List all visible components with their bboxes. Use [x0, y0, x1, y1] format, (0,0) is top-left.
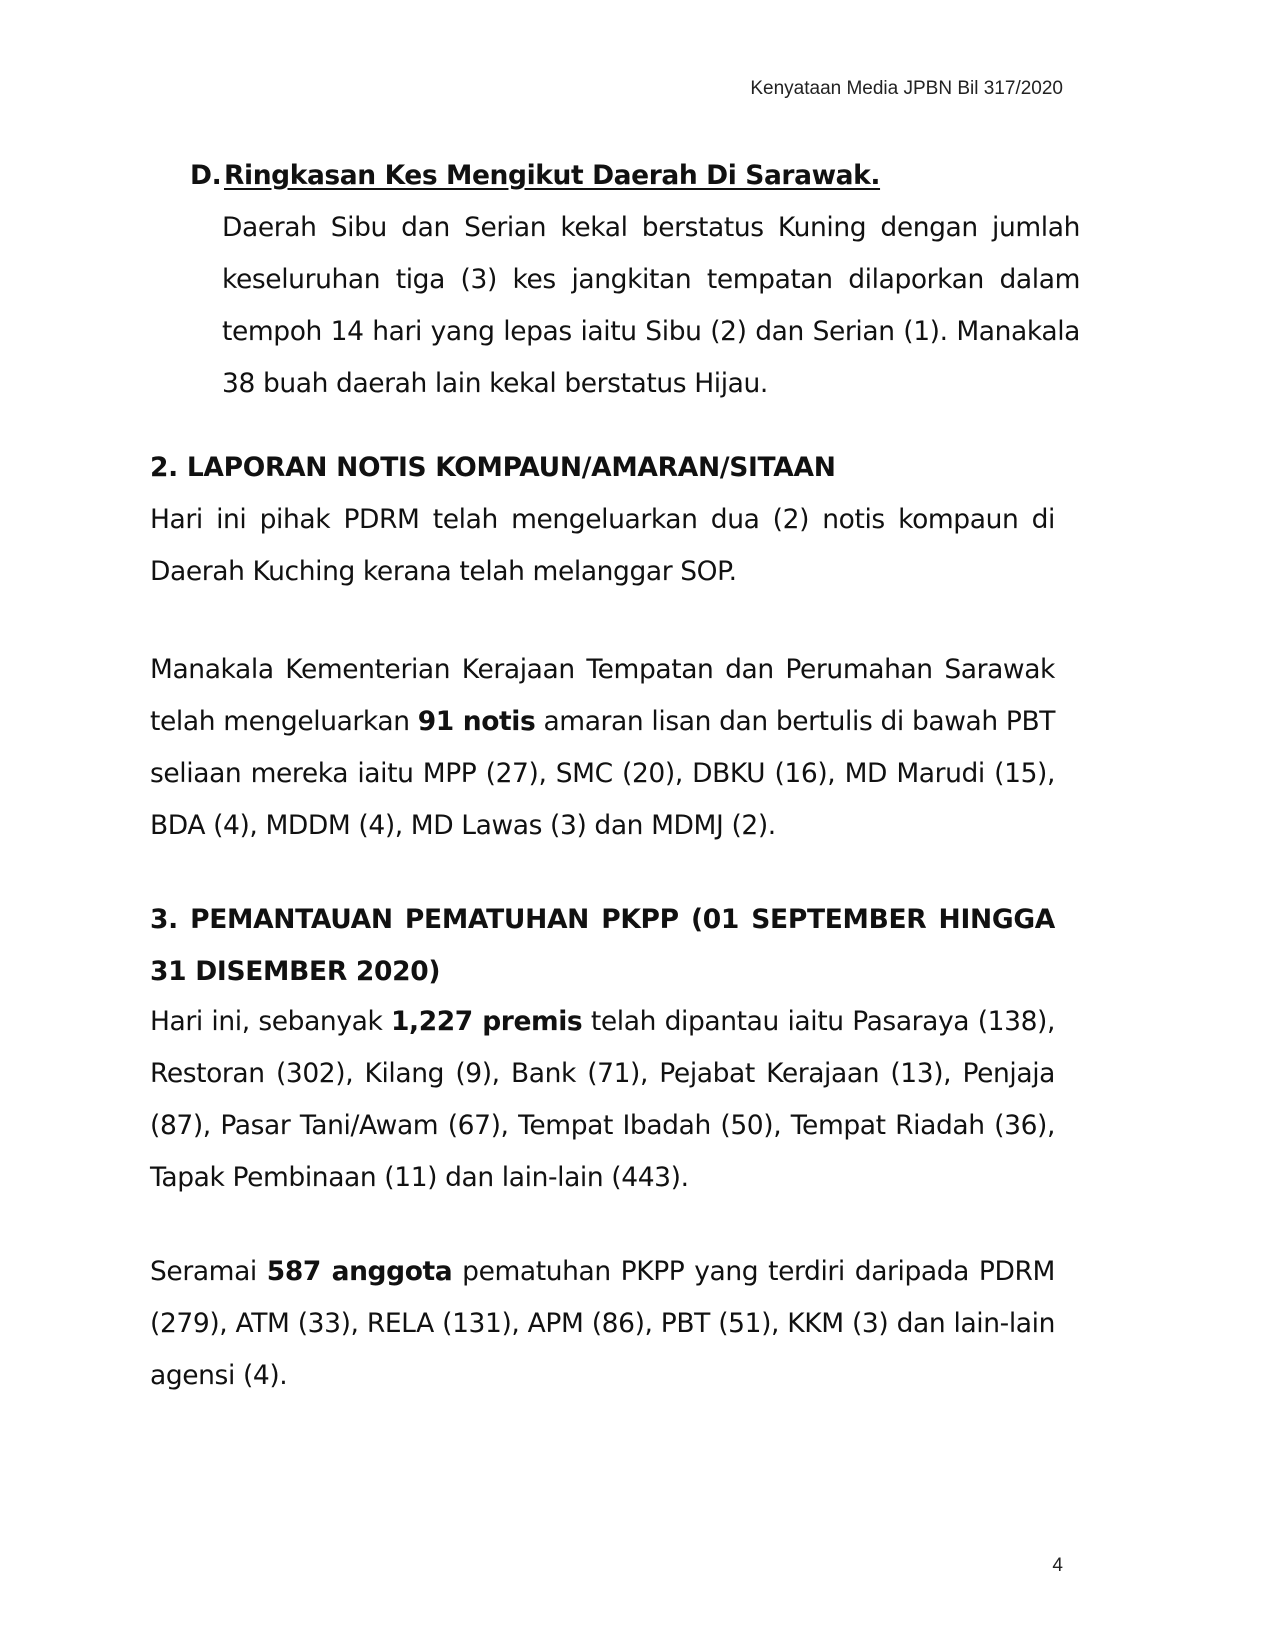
section-d-letter: D.	[190, 160, 222, 191]
paragraph-line	[150, 1246, 1055, 1298]
page-number: 4	[1052, 1555, 1063, 1576]
section-2-paragraph-1	[150, 494, 1055, 598]
section-d-title: Ringkasan Kes Mengikut Daerah Di Sarawak.	[224, 160, 881, 191]
paragraph-line: Hari ini pihak PDRM telah mengeluarkan dua (2) notis kompaun di	[150, 504, 1055, 535]
text-run: telah dipantau iaitu Pasaraya (138),	[582, 1006, 1056, 1037]
section-d-heading	[190, 150, 1090, 202]
paragraph-line: (87), Pasar Tani/Awam (67), Tempat Ibadah (50), Tempat Riadah (36),	[150, 1110, 1055, 1141]
bold-figure: 1,227 premis	[391, 1006, 583, 1037]
heading-line: 3. PEMANTAUAN PEMATUHAN PKPP (01 SEPTEMBER HINGGA	[150, 904, 1055, 935]
text-run: telah mengeluarkan	[150, 706, 418, 737]
paragraph-line: Restoran (302), Kilang (9), Bank (71), Pejabat Kerajaan (13), Penjaja	[150, 1058, 1055, 1089]
paragraph-line: Daerah Sibu dan Serian kekal berstatus Kuning dengan jumlah	[222, 212, 1080, 243]
text-run: Seramai	[150, 1256, 267, 1287]
section-3-paragraph-1	[150, 996, 1055, 1204]
paragraph-line: 38 buah daerah lain kekal berstatus Hijau.	[222, 368, 768, 399]
paragraph-line	[150, 696, 1055, 748]
section-d-body	[222, 202, 1080, 410]
section-2-paragraph-2	[150, 644, 1055, 852]
bold-figure: 91 notis	[417, 706, 536, 737]
section-2-heading: 2. LAPORAN NOTIS KOMPAUN/AMARAN/SITAAN	[150, 452, 836, 483]
heading-line: 31 DISEMBER 2020)	[150, 956, 441, 987]
text-run: amaran lisan dan bertulis di bawah PBT	[535, 706, 1056, 737]
paragraph-line: (279), ATM (33), RELA (131), APM (86), PBT (51), KKM (3) dan lain-lain	[150, 1308, 1055, 1339]
document-reference: Kenyataan Media JPBN Bil 317/2020	[750, 78, 1063, 99]
paragraph-line: tempoh 14 hari yang lepas iaitu Sibu (2) dan Serian (1). Manakala	[222, 316, 1080, 347]
section-3-paragraph-2	[150, 1246, 1055, 1402]
paragraph-line	[150, 996, 1055, 1048]
paragraph-line: keseluruhan tiga (3) kes jangkitan tempatan dilaporkan dalam	[222, 264, 1080, 295]
text-run: pematuhan PKPP yang terdiri daripada PDRM	[452, 1256, 1055, 1287]
paragraph-line: Tapak Pembinaan (11) dan lain-lain (443).	[150, 1162, 689, 1193]
paragraph-line: Manakala Kementerian Kerajaan Tempatan dan Perumahan Sarawak	[150, 654, 1055, 685]
section-3-heading	[150, 894, 1055, 998]
paragraph-line: agensi (4).	[150, 1360, 288, 1391]
paragraph-line: BDA (4), MDDM (4), MD Lawas (3) dan MDMJ (2).	[150, 810, 776, 841]
text-run: Hari ini, sebanyak	[150, 1006, 391, 1037]
bold-figure: 587 anggota	[266, 1256, 453, 1287]
paragraph-line: seliaan mereka iaitu MPP (27), SMC (20), DBKU (16), MD Marudi (15),	[150, 758, 1055, 789]
paragraph-line: Daerah Kuching kerana telah melanggar SOP.	[150, 556, 737, 587]
